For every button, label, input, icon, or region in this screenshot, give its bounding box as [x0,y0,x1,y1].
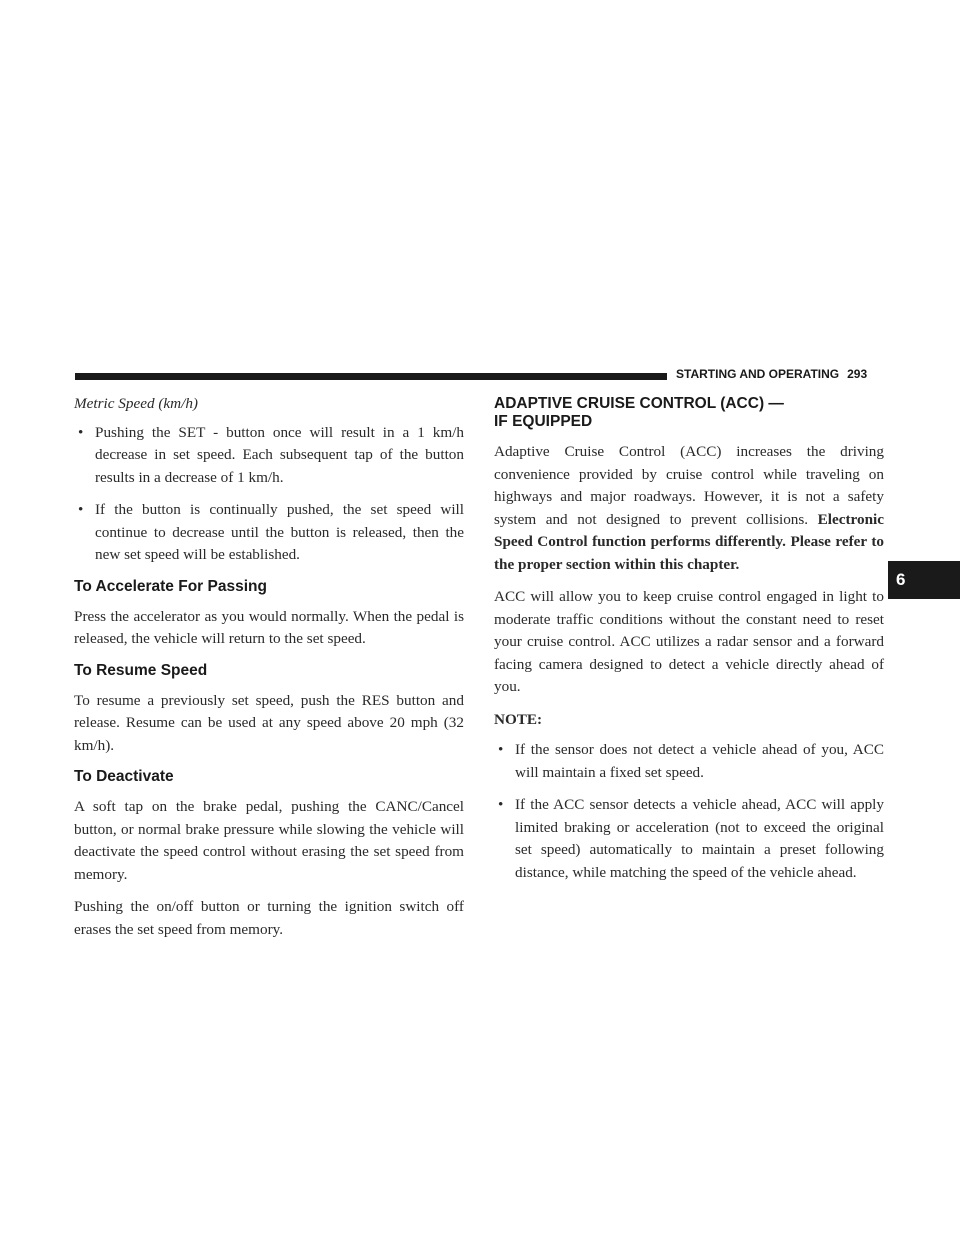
deactivate-paragraph-1: A soft tap on the brake pedal, pushing the CANC/Cancel button, or normal brake pressure while slowing the vehicle will deactivate the speed control without erasing the set speed from memory. [74,798,464,883]
deactivate-heading: To Deactivate [74,768,174,785]
acc-intro-bold-text: Electronic Speed Control function performs differently. Please refer to the proper section within this chapter. [494,510,885,573]
note-label: NOTE: [494,710,543,728]
metric-speed-heading: Metric Speed (km/h) [74,395,198,412]
section-title: STARTING AND OPERATING [676,367,840,381]
acc-paragraph-2: ACC will allow you to keep cruise control engaged in light to moderate traffic conditions without the constant need to reset your cruise control. ACC utilizes a radar sensor and a forward facing camera designed to detect a vehicle directly ahead of you. [494,588,884,695]
resume-paragraph: To resume a previously set speed, push the RES button and release. Resume can be used at any speed above 20 mph (32 km/h). [74,691,464,754]
header-rule [75,373,667,380]
list-item: • Pushing the SET - button once will result in a 1 km/h decrease in set speed. Each subsequent tap of the button results in a decrease of 1 km/h. [74,422,464,490]
resume-heading: To Resume Speed [74,661,208,679]
acc-intro-paragraph [494,441,884,576]
page-number: 293 [847,367,868,381]
deactivate-paragraph-2: Pushing the on/off button or turning the ignition switch off erases the set speed from memory. [74,898,464,938]
acc-intro-text: Adaptive Cruise Control (ACC) increases the driving convenience provided by cruise control while traveling on highways and major roadways. However, it is not a safety system and not designed to prevent collisions. [494,443,884,528]
acc-heading-line2: IF EQUIPPED [494,413,593,430]
acc-heading [494,395,884,431]
running-header [676,367,886,381]
right-column [494,393,884,894]
chapter-tab: 6 [888,561,960,599]
metric-bullet-list [74,422,464,567]
accelerate-paragraph: Press the accelerator as you would normally. When the pedal is released, the vehicle will return to the set speed. [74,607,464,647]
note-bullet-list [494,739,884,884]
left-column [74,393,464,951]
list-item: • If the ACC sensor detects a vehicle ahead, ACC will apply limited braking or acceleration (not to exceed the original set speed) automatically to maintain a preset following distance, while matching the speed of the vehicle ahead. [494,794,884,884]
acc-heading-line1: ADAPTIVE CRUISE CONTROL (ACC) — [494,395,784,412]
accelerate-heading: To Accelerate For Passing [74,577,267,595]
list-item: • If the button is continually pushed, the set speed will continue to decrease until the button is released, then the new set speed will be established. [74,499,464,567]
list-item: • If the sensor does not detect a vehicle ahead of you, ACC will maintain a fixed set speed. [494,739,884,784]
